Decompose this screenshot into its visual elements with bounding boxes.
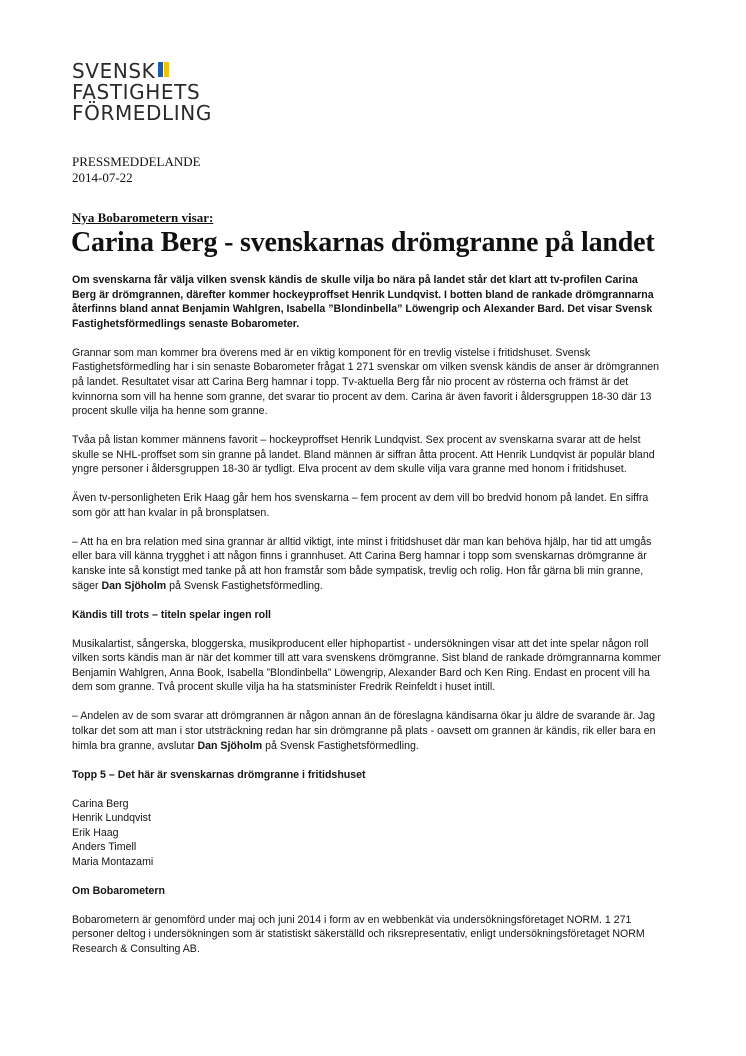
paragraph: Musikalartist, sångerska, bloggerska, musikproducent eller hiphopartist - undersökningen visar att det inte spelar någon roll vilken sorts kändis man är när det kommer till att vara svenskens drömgranne. Sist bland de rankade drömgrannarna kommer Benjamin Wahlgren, Anna Book, Isabella ”Blondinbella” Löwengrip, Alexander Bard och Ken Ring. Endast en procent vill ha dem som granne. Två procent skulle vilja ha ha statsminister Fredrik Reinfeldt i huset intill. — [72, 637, 661, 694]
paragraph: Även tv-personligheten Erik Haag går hem hos svenskarna – fem procent av dem vill bo bredvid honom på landet. En siffra som gör att han kvalar in på bronsplatsen. — [72, 492, 649, 519]
release-date: 2014-07-22 — [72, 170, 133, 185]
section-heading: Kändis till trots – titeln spelar ingen roll — [72, 608, 271, 621]
paragraph: Tvåa på listan kommer männens favorit – hockeyproffset Henrik Lundqvist. Sex procent av svenskarna svarar att de helst skulle se NHL-proffset som sin granne på landet. Bland männen är siffran åtta procent. Att Henrik Lundqvist är populär bland yngre personer i åldersgruppen 18-30 är tydligt. Elva procent av dem skulle vilja vara granne med honom i fritidshuset. — [72, 434, 655, 476]
logo-line-2: FASTIGHETS — [72, 80, 201, 104]
paragraph: Grannar som man kommer bra överens med är en viktig komponent för en trevlig vistelse i fritidshuset. Svensk Fastighetsförmedling har i sin senaste Bobarometer frågat 1 271 svenskar om vilken svensk kändis de anser är drömgrannen på landet. Resultatet visar att Carina Berg hamnar i topp. Tv-aktuella Berg får nio procent av rösterna och främst är det kvinnorna som vill ha henne som granne, det svarar tio procent av dem. Carina är även favorit i åldersgruppen 18-30 där 13 procent skulle vilja ha henne som granne. — [72, 346, 660, 418]
speaker-name: Dan Sjöholm — [197, 739, 263, 752]
kicker: Nya Bobarometern visar: — [72, 210, 214, 225]
list-item: Maria Montazami — [72, 855, 154, 868]
article-body — [72, 273, 664, 971]
flag-icon — [158, 60, 170, 75]
list-item: Erik Haag — [72, 826, 119, 839]
company-logo — [72, 60, 212, 124]
top5-list — [72, 797, 664, 870]
logo-line-3: FÖRMEDLING — [72, 101, 212, 125]
quote-paragraph: – Andelen av de som svarar att drömgrannen är någon annan än de föreslagna kändisarna ökar ju äldre de svarande är. Jag tolkar det som att man i stor utsträckning redan har sin drömgranne på plats - oavsett om grannen är kändis, rik eller bara en himla bra granne, avslutar Dan Sjöholm på Svensk Fastighetsförmedling. — [72, 710, 656, 752]
list-item: Anders Timell — [72, 841, 137, 854]
lead-paragraph: Om svenskarna får välja vilken svensk kändis de skulle vilja bo nära på landet står det klart att tv-profilen Carina Berg är drömgrannen, därefter kommer hockeyproffset Henrik Lundqvist. I botten bland de rankade drömgrannarna återfinns bland annat Benjamin Wahlgren, Isabella ”Blondinbella” Löwengrip och Alexander Bard. Det visar Svensk Fastighetsförmedlings senaste Bobarometer. — [72, 274, 654, 330]
quote-paragraph: – Att ha en bra relation med sina grannar är alltid viktigt, inte minst i fritidshuset där man kan behöva hjälp, har tid att umgås eller bara vill känna trygghet i att någon finns i grannhuset. Att Carina Berg hamnar i topp som svenskarnas drömgranne är kanske inte så konstigt med tanke på att hon framstår som både sympatisk, trevlig och rolig. Hon får gärna bli min granne, säger Dan Sjöholm på Svensk Fastighetsförmedling. — [72, 535, 652, 592]
release-type: PRESSMEDDELANDE — [72, 154, 201, 169]
list-item: Henrik Lundqvist — [72, 812, 151, 825]
page-title: Carina Berg - svenskarnas drömgranne på landet — [71, 227, 655, 258]
about-heading: Om Bobarometern — [72, 884, 166, 897]
list-item: Carina Berg — [72, 797, 129, 810]
release-meta — [72, 154, 201, 186]
top5-heading: Topp 5 – Det här är svenskarnas drömgranne i fritidshuset — [72, 768, 366, 781]
logo-line-1: SVENSK — [72, 59, 156, 83]
about-text: Bobarometern är genomförd under maj och juni 2014 i form av en webbenkät via undersökningsföretaget NORM. 1 271 personer deltog i undersökningen som är statistiskt säkerställd och riksrepresentativ, enligt undersökningsföretaget NORM Research & Consulting AB. — [72, 913, 645, 956]
speaker-name: Dan Sjöholm — [101, 579, 167, 592]
